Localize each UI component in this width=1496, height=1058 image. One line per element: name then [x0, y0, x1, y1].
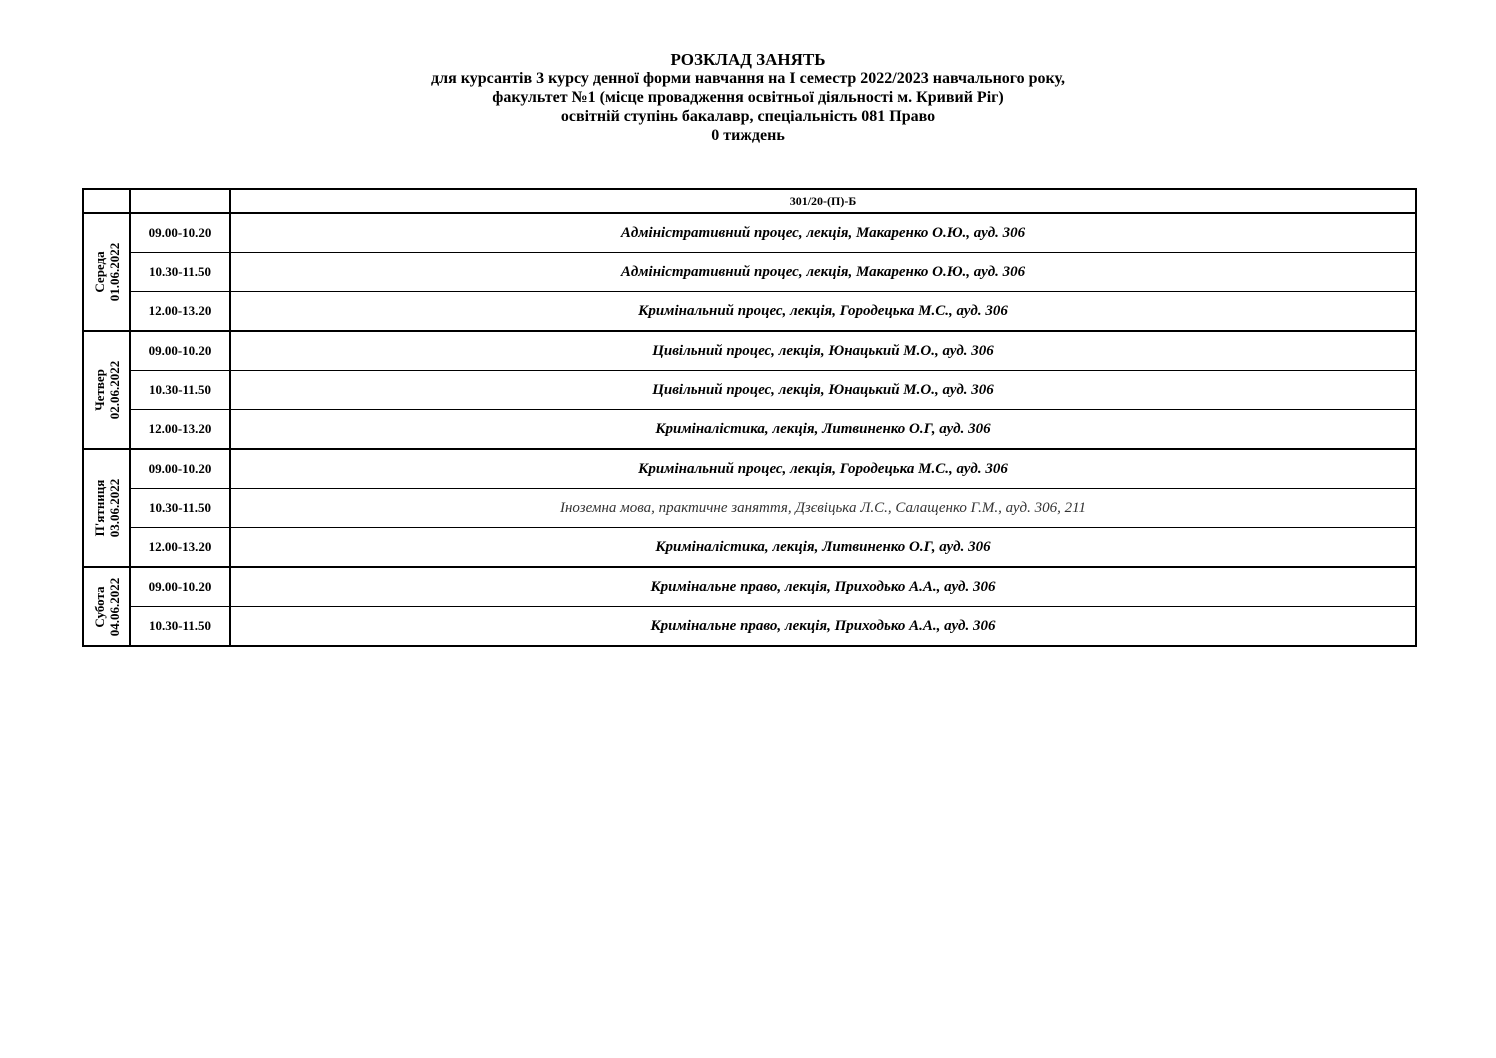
day-label — [92, 243, 122, 302]
table-row — [83, 607, 1416, 647]
group-header: 301/20-(П)-Б — [230, 189, 1416, 213]
lesson-subject: Кримінальний процес, лекція, Городецька М.С., ауд. 306 — [230, 449, 1416, 489]
day-cell — [83, 213, 130, 331]
table-row — [83, 410, 1416, 450]
table-row — [83, 567, 1416, 607]
lesson-subject: Адміністративний процес, лекція, Макаренко О.Ю., ауд. 306 — [230, 253, 1416, 292]
day-cell — [83, 449, 130, 567]
table-row — [83, 253, 1416, 292]
lesson-time: 09.00-10.20 — [130, 331, 230, 371]
day-date: 04.06.2022 — [106, 577, 122, 636]
lesson-subject: Криміналістика, лекція, Литвиненко О.Г, ауд. 306 — [230, 528, 1416, 568]
document-title: РОЗКЛАД ЗАНЯТЬ — [670, 50, 826, 69]
lesson-time: 10.30-11.50 — [130, 371, 230, 410]
lesson-subject: Кримінальне право, лекція, Приходько А.А., ауд. 306 — [230, 607, 1416, 647]
lesson-subject: Криміналістика, лекція, Литвиненко О.Г, ауд. 306 — [230, 410, 1416, 450]
lesson-time: 12.00-13.20 — [130, 292, 230, 332]
header-line-course: для курсантів 3 курсу денної форми навчання на І семестр 2022/2023 навчального року, — [431, 70, 1065, 87]
day-cell — [83, 567, 130, 646]
lesson-subject: Цивільний процес, лекція, Юнацький М.О., ауд. 306 — [230, 331, 1416, 371]
header-line-week: 0 тиждень — [711, 127, 785, 144]
day-label — [92, 577, 122, 636]
table-row — [83, 371, 1416, 410]
day-name: Середа — [91, 251, 107, 293]
header-line-specialty: освітній ступінь бакалавр, спеціальність 081 Право — [560, 108, 936, 125]
lesson-time: 10.30-11.50 — [130, 253, 230, 292]
table-row — [83, 213, 1416, 253]
table-row — [83, 528, 1416, 568]
lesson-time: 12.00-13.20 — [130, 410, 230, 450]
lesson-subject: Кримінальне право, лекція, Приходько А.А., ауд. 306 — [230, 567, 1416, 607]
table-row — [83, 331, 1416, 371]
lesson-time: 10.30-11.50 — [130, 489, 230, 528]
lesson-subject: Кримінальний процес, лекція, Городецька М.С., ауд. 306 — [230, 292, 1416, 332]
lesson-subject: Адміністративний процес, лекція, Макаренко О.Ю., ауд. 306 — [230, 213, 1416, 253]
lesson-subject: Іноземна мова, практичне заняття, Дзєвіцька Л.С., Салащенко Г.М., ауд. 306, 211 — [230, 489, 1416, 528]
day-label — [92, 361, 122, 420]
table-row — [83, 449, 1416, 489]
header-line-faculty: факультет №1 (місце провадження освітньої діяльності м. Кривий Ріг) — [492, 89, 1004, 106]
lesson-subject: Цивільний процес, лекція, Юнацький М.О., ауд. 306 — [230, 371, 1416, 410]
day-name: П'ятниця — [91, 479, 107, 537]
lesson-time: 09.00-10.20 — [130, 567, 230, 607]
day-name: Четвер — [91, 369, 107, 411]
header-cell-day — [83, 189, 130, 213]
table-header-row — [83, 189, 1416, 213]
day-cell — [83, 331, 130, 449]
day-label — [92, 479, 122, 538]
day-date: 03.06.2022 — [106, 478, 122, 538]
day-name: Субота — [91, 585, 107, 628]
day-date: 01.06.2022 — [106, 242, 122, 302]
lesson-time: 09.00-10.20 — [130, 213, 230, 253]
lesson-time: 09.00-10.20 — [130, 449, 230, 489]
header-cell-time — [130, 189, 230, 213]
lesson-time: 10.30-11.50 — [130, 607, 230, 647]
table-row — [83, 292, 1416, 332]
schedule-table — [82, 188, 1417, 647]
day-date: 02.06.2022 — [106, 360, 122, 420]
table-row — [83, 489, 1416, 528]
lesson-time: 12.00-13.20 — [130, 528, 230, 568]
document-header — [0, 50, 1496, 145]
